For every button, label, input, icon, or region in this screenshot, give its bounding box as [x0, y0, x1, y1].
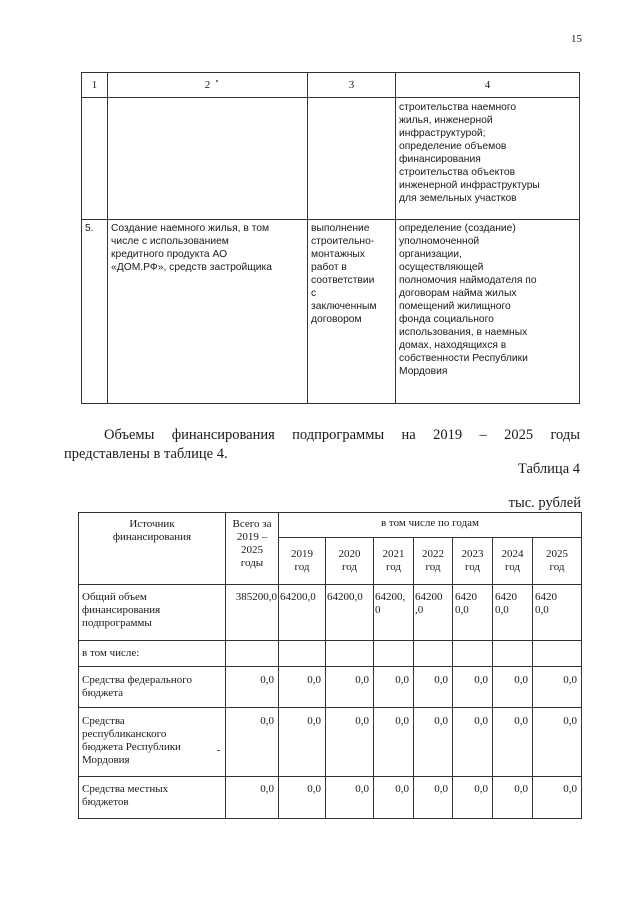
text-line: использования, в наемных: [399, 327, 528, 338]
text-line: соответствии: [311, 275, 375, 286]
cell-result: [396, 220, 580, 404]
header-line: финансирования: [112, 531, 192, 543]
unit-label: тыс. рублей: [508, 495, 581, 511]
text-line: строительства объектов: [399, 167, 516, 178]
value-2024: 0,0: [493, 708, 533, 777]
value-2020: 0,0: [326, 708, 374, 777]
text-line: заключенным: [311, 301, 377, 312]
cell-num: 5.: [82, 220, 108, 404]
text-line: для земельных участков: [399, 193, 517, 204]
value-line: 0,0: [535, 604, 549, 616]
row-label: [79, 585, 226, 641]
value-2021: 0,0: [374, 777, 414, 819]
value-total: 385200,0: [226, 585, 279, 641]
value-2022: [414, 585, 453, 641]
row-label: [79, 667, 226, 708]
measures-table-header: [82, 73, 580, 98]
text-line: инфраструктурой;: [399, 128, 486, 139]
header-line: годы: [240, 557, 264, 569]
value-total: 0,0: [226, 777, 279, 819]
text-line: строительно-: [311, 236, 375, 247]
label-line: республиканского: [82, 728, 167, 740]
table-row-federal: [79, 667, 582, 708]
value-line: 6420: [535, 591, 557, 603]
cell-works: [308, 98, 396, 220]
value-2025: [533, 585, 582, 641]
text-line: определение (создание): [399, 223, 516, 234]
label-line: финансирования: [82, 604, 161, 616]
header-total: [226, 513, 279, 585]
value-2021: 0,0: [374, 708, 414, 777]
value-2019: 0,0: [279, 777, 326, 819]
value-2024: [493, 585, 533, 641]
text-line: домах, находящихся в: [399, 340, 507, 351]
year-2021: [374, 538, 414, 585]
cell-measure: [108, 98, 308, 220]
table-row: [82, 98, 580, 220]
label-line: Средства федерального: [82, 674, 192, 686]
empty-cell: [414, 641, 453, 667]
empty-cell: [493, 641, 533, 667]
finance-table: [78, 512, 582, 819]
year-2022: [414, 538, 453, 585]
year-word: год: [549, 561, 565, 574]
text-line: Мордовия: [399, 366, 448, 377]
value-2021: [374, 585, 414, 641]
header-line: 2025: [241, 544, 263, 556]
empty-cell: [226, 641, 279, 667]
text-line: фонда социального: [399, 314, 494, 325]
text-line: определение объемов: [399, 141, 507, 152]
cell-works: [308, 220, 396, 404]
text-line: монтажных: [311, 249, 365, 260]
text-line: выполнение: [311, 223, 370, 234]
empty-cell: [453, 641, 493, 667]
text-line: осуществляющей: [399, 262, 484, 273]
text-line: Создание наемного жилья, в том: [111, 223, 270, 234]
table-row-including: [79, 641, 582, 667]
value-line: 64200,0: [280, 591, 316, 603]
year-word: год: [425, 561, 441, 574]
value-2019: 0,0: [279, 708, 326, 777]
value-2022: 0,0: [414, 667, 453, 708]
value-2023: [453, 585, 493, 641]
value-2025: 0,0: [533, 777, 582, 819]
year-word: год: [341, 561, 358, 574]
year-word: год: [385, 561, 402, 574]
value-total: 0,0: [226, 667, 279, 708]
value-2022: 0,0: [414, 708, 453, 777]
row-label: [79, 777, 226, 819]
text-line: «ДОМ.РФ», средств застройщика: [111, 262, 272, 273]
header-line: Всего за: [232, 518, 272, 530]
value-line: 0,0: [495, 604, 509, 616]
paragraph-line-2: представлены в таблице 4.: [64, 446, 228, 462]
label-line: подпрограммы: [82, 617, 152, 629]
text-line: кредитного продукта АО: [111, 249, 228, 260]
text-line: помещений жилищного: [399, 301, 511, 312]
value-2020: [326, 585, 374, 641]
value-line: 64200,0: [327, 591, 363, 603]
table-label: Таблица 4: [517, 461, 580, 477]
financing-paragraph: [64, 426, 580, 464]
header-col-3: 3: [308, 73, 396, 98]
value-line: 6420: [455, 591, 477, 603]
text-line: финансирования: [399, 154, 481, 165]
year-label: 2023: [461, 548, 484, 561]
label-line: Средства местных: [82, 783, 169, 795]
scan-mark: [217, 750, 220, 751]
value-2024: 0,0: [493, 667, 533, 708]
value-line: 64200: [415, 591, 443, 603]
header-col-1: 1: [82, 73, 108, 98]
header-line: 2019 –: [236, 531, 268, 543]
text-line: уполномоченной: [399, 236, 480, 247]
paragraph-line-1: Объемы финансирования подпрограммы на 2019 – 2025 годы: [104, 427, 580, 443]
value-line: ,0: [415, 604, 424, 616]
row-label: [79, 708, 226, 777]
value-2025: 0,0: [533, 667, 582, 708]
year-label: 2019: [291, 548, 313, 561]
value-2023: 0,0: [453, 667, 493, 708]
empty-cell: [326, 641, 374, 667]
row-label: в том числе:: [79, 641, 226, 667]
label-line: бюджета: [82, 687, 124, 699]
text-line: полномочия наймодателя по: [399, 275, 537, 286]
value-2025: 0,0: [533, 708, 582, 777]
table-row-republican: [79, 708, 582, 777]
finance-header-row: [79, 513, 582, 538]
header-line: Источник: [129, 518, 175, 530]
year-word: год: [294, 561, 310, 574]
year-label: 2024: [501, 548, 524, 561]
table-row: [82, 220, 580, 404]
year-2025: [533, 538, 582, 585]
cell-measure: [108, 220, 308, 404]
empty-cell: [279, 641, 326, 667]
value-total: 0,0: [226, 708, 279, 777]
year-label: 2020: [338, 548, 361, 561]
text-line: договором: [311, 314, 362, 325]
cell-result: [396, 98, 580, 220]
value-line: 64200,: [375, 591, 406, 603]
header-col-4: 4: [396, 73, 580, 98]
page-number: 15: [571, 33, 582, 45]
value-line: 6420: [495, 591, 517, 603]
year-word: год: [504, 561, 521, 574]
value-line: 0: [375, 604, 381, 616]
table-row-total: [79, 585, 582, 641]
label-line: Средства: [82, 715, 125, 727]
value-2022: 0,0: [414, 777, 453, 819]
cell-num: [82, 98, 108, 220]
value-2021: 0,0: [374, 667, 414, 708]
text-line: числе с использованием: [111, 236, 229, 247]
text-line: организации,: [399, 249, 462, 260]
table-row-local: [79, 777, 582, 819]
year-2019: [279, 538, 326, 585]
value-2020: 0,0: [326, 777, 374, 819]
value-2024: 0,0: [493, 777, 533, 819]
header-by-years: в том числе по годам: [279, 513, 582, 538]
label-line: Мордовия: [82, 754, 130, 766]
empty-cell: [374, 641, 414, 667]
text-line: жилья, инженерной: [399, 115, 493, 126]
text-line: собственности Республики: [399, 353, 528, 364]
value-2019: [279, 585, 326, 641]
year-label: 2025: [546, 548, 568, 561]
year-label: 2021: [382, 548, 405, 561]
value-line: 0,0: [455, 604, 469, 616]
value-2023: 0,0: [453, 708, 493, 777]
label-line: Общий объем: [82, 591, 147, 603]
measures-table: [81, 72, 580, 404]
label-line: бюджета Республики: [82, 741, 181, 753]
text-line: инженерной инфраструктуры: [399, 180, 540, 191]
year-word: год: [464, 561, 481, 574]
label-line: бюджетов: [82, 796, 129, 808]
text-line: строительства наемного: [399, 102, 517, 113]
year-2020: [326, 538, 374, 585]
value-2019: 0,0: [279, 667, 326, 708]
header-source: [79, 513, 226, 585]
value-2023: 0,0: [453, 777, 493, 819]
header-col-2: 2: [108, 73, 308, 98]
value-2020: 0,0: [326, 667, 374, 708]
empty-cell: [533, 641, 582, 667]
text-line: договорам найма жилых: [399, 288, 517, 299]
year-2023: [453, 538, 493, 585]
year-label: 2022: [422, 548, 444, 561]
text-line: работ в: [311, 262, 347, 273]
year-2024: [493, 538, 533, 585]
text-line: с: [311, 288, 317, 299]
